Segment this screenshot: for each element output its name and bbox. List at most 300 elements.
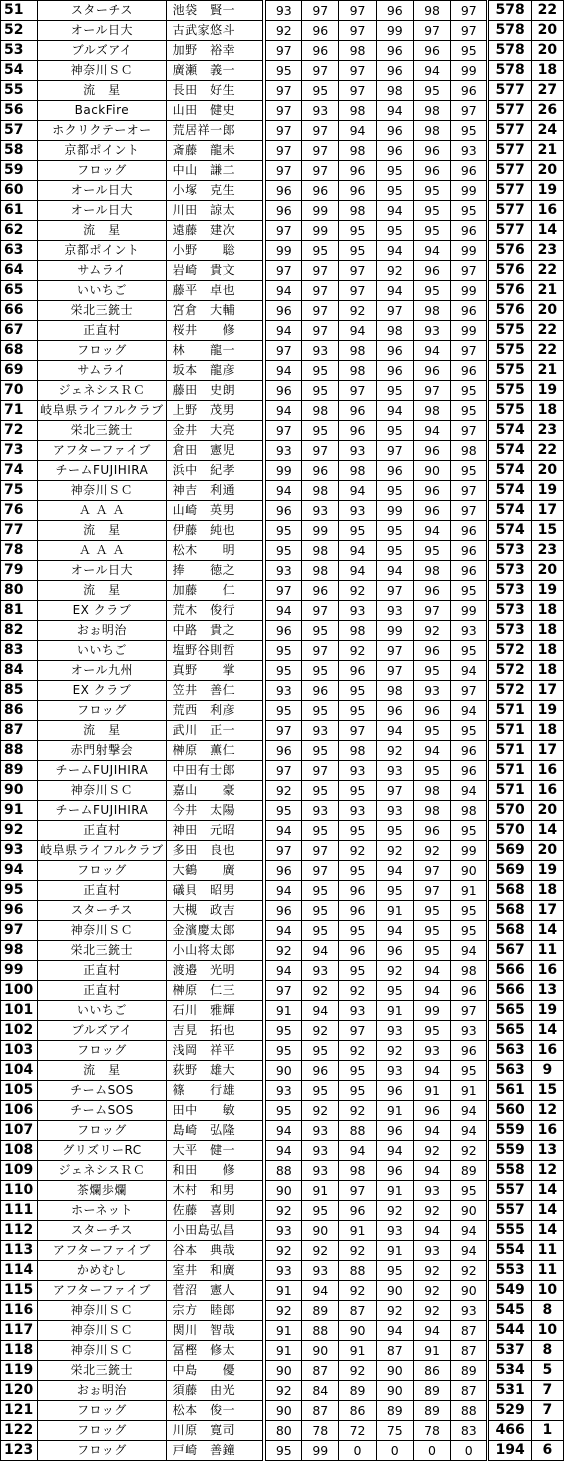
shooter-name-cell: 榊原 仁三 xyxy=(166,981,264,1001)
shooter-name-cell: 礒貝 昭男 xyxy=(166,881,264,901)
series-2-score: 95 xyxy=(302,421,339,441)
series-6-score: 95 xyxy=(451,921,488,941)
table-row xyxy=(1,1301,564,1321)
inner-ten-count: 15 xyxy=(531,1081,563,1101)
series-5-score: 96 xyxy=(413,501,450,521)
series-2-score: 97 xyxy=(302,761,339,781)
total-score: 571 xyxy=(488,721,531,741)
series-4-score: 95 xyxy=(376,481,413,501)
total-score: 574 xyxy=(488,461,531,481)
rank-cell: 117 xyxy=(1,1321,38,1341)
inner-ten-count: 27 xyxy=(531,81,563,101)
inner-ten-count: 17 xyxy=(531,901,563,921)
series-5-score: 92 xyxy=(413,1141,450,1161)
team-cell: EX クラブ xyxy=(38,681,166,701)
series-5-score: 94 xyxy=(413,1161,450,1181)
series-4-score: 92 xyxy=(376,1301,413,1321)
series-1-score: 97 xyxy=(264,101,301,121)
inner-ten-count: 20 xyxy=(531,301,563,321)
table-row xyxy=(1,581,564,601)
series-2-score: 78 xyxy=(302,1421,339,1441)
table-row xyxy=(1,241,564,261)
series-3-score: 94 xyxy=(339,1141,376,1161)
table-row xyxy=(1,1201,564,1221)
team-cell: 岐阜県ライフルクラブ xyxy=(38,841,166,861)
table-row xyxy=(1,701,564,721)
series-5-score: 95 xyxy=(413,941,450,961)
shooter-name-cell: 松木 明 xyxy=(166,541,264,561)
table-row xyxy=(1,1101,564,1121)
series-2-score: 97 xyxy=(302,441,339,461)
table-row xyxy=(1,401,564,421)
team-cell: 栄北三銃士 xyxy=(38,1361,166,1381)
series-1-score: 94 xyxy=(264,361,301,381)
series-3-score: 94 xyxy=(339,541,376,561)
series-2-score: 95 xyxy=(302,741,339,761)
series-6-score: 97 xyxy=(451,481,488,501)
rank-cell: 64 xyxy=(1,261,38,281)
table-row xyxy=(1,661,564,681)
total-score: 574 xyxy=(488,481,531,501)
series-2-score: 93 xyxy=(302,101,339,121)
shooter-name-cell: 関川 智哉 xyxy=(166,1321,264,1341)
inner-ten-count: 9 xyxy=(531,1061,563,1081)
rank-cell: 79 xyxy=(1,561,38,581)
inner-ten-count: 22 xyxy=(531,441,563,461)
series-3-score: 98 xyxy=(339,361,376,381)
shooter-name-cell: 川田 諒太 xyxy=(166,201,264,221)
shooter-name-cell: 佐藤 喜則 xyxy=(166,1201,264,1221)
inner-ten-count: 8 xyxy=(531,1301,563,1321)
series-4-score: 96 xyxy=(376,141,413,161)
series-5-score: 95 xyxy=(413,181,450,201)
rank-cell: 62 xyxy=(1,221,38,241)
total-score: 531 xyxy=(488,1381,531,1401)
series-5-score: 97 xyxy=(413,601,450,621)
series-4-score: 95 xyxy=(376,821,413,841)
series-5-score: 92 xyxy=(413,1261,450,1281)
table-row xyxy=(1,801,564,821)
series-1-score: 96 xyxy=(264,901,301,921)
inner-ten-count: 14 xyxy=(531,221,563,241)
total-score: 577 xyxy=(488,81,531,101)
team-cell: ブルズアイ xyxy=(38,1021,166,1041)
series-4-score: 95 xyxy=(376,381,413,401)
series-6-score: 91 xyxy=(451,1081,488,1101)
shooter-name-cell: 藤平 卓也 xyxy=(166,281,264,301)
team-cell: 流 星 xyxy=(38,581,166,601)
total-score: 566 xyxy=(488,961,531,981)
series-2-score: 99 xyxy=(302,1441,339,1461)
table-row xyxy=(1,641,564,661)
team-cell: フロッグ xyxy=(38,161,166,181)
total-score: 567 xyxy=(488,941,531,961)
series-4-score: 98 xyxy=(376,321,413,341)
inner-ten-count: 21 xyxy=(531,141,563,161)
table-row xyxy=(1,1181,564,1201)
rank-cell: 63 xyxy=(1,241,38,261)
total-score: 568 xyxy=(488,921,531,941)
series-1-score: 91 xyxy=(264,1001,301,1021)
total-score: 572 xyxy=(488,661,531,681)
shooter-name-cell: 藤田 史朗 xyxy=(166,381,264,401)
total-score: 565 xyxy=(488,1021,531,1041)
series-3-score: 93 xyxy=(339,501,376,521)
series-3-score: 96 xyxy=(339,941,376,961)
table-row xyxy=(1,501,564,521)
series-5-score: 92 xyxy=(413,1201,450,1221)
total-score: 572 xyxy=(488,641,531,661)
series-6-score: 95 xyxy=(451,641,488,661)
series-1-score: 92 xyxy=(264,781,301,801)
shooter-name-cell: 上野 茂男 xyxy=(166,401,264,421)
series-2-score: 97 xyxy=(302,61,339,81)
series-3-score: 98 xyxy=(339,341,376,361)
series-4-score: 92 xyxy=(376,741,413,761)
series-5-score: 92 xyxy=(413,1281,450,1301)
series-1-score: 90 xyxy=(264,1361,301,1381)
team-cell: いいちご xyxy=(38,1001,166,1021)
rank-cell: 72 xyxy=(1,421,38,441)
table-row xyxy=(1,1121,564,1141)
series-2-score: 95 xyxy=(302,821,339,841)
series-2-score: 95 xyxy=(302,241,339,261)
total-score: 575 xyxy=(488,401,531,421)
series-1-score: 96 xyxy=(264,621,301,641)
series-4-score: 96 xyxy=(376,121,413,141)
team-cell: アフターファイブ xyxy=(38,1281,166,1301)
rank-cell: 105 xyxy=(1,1081,38,1101)
series-4-score: 95 xyxy=(376,881,413,901)
series-4-score: 94 xyxy=(376,861,413,881)
series-3-score: 98 xyxy=(339,101,376,121)
series-1-score: 90 xyxy=(264,1061,301,1081)
rank-cell: 119 xyxy=(1,1361,38,1381)
shooter-name-cell: 中島 優 xyxy=(166,1361,264,1381)
series-3-score: 95 xyxy=(339,1061,376,1081)
series-4-score: 90 xyxy=(376,1361,413,1381)
series-4-score: 95 xyxy=(376,421,413,441)
series-5-score: 96 xyxy=(413,261,450,281)
series-5-score: 89 xyxy=(413,1401,450,1421)
inner-ten-count: 19 xyxy=(531,181,563,201)
rank-cell: 96 xyxy=(1,901,38,921)
series-6-score: 99 xyxy=(451,841,488,861)
inner-ten-count: 22 xyxy=(531,321,563,341)
inner-ten-count: 14 xyxy=(531,821,563,841)
rank-cell: 114 xyxy=(1,1261,38,1281)
total-score: 529 xyxy=(488,1401,531,1421)
shooter-name-cell: 須藤 由光 xyxy=(166,1381,264,1401)
inner-ten-count: 11 xyxy=(531,941,563,961)
team-cell: フロッグ xyxy=(38,1121,166,1141)
rank-cell: 121 xyxy=(1,1401,38,1421)
shooter-name-cell: 荒西 利彦 xyxy=(166,701,264,721)
series-6-score: 94 xyxy=(451,1101,488,1121)
total-score: 555 xyxy=(488,1221,531,1241)
team-cell: 茶爛歩爛 xyxy=(38,1181,166,1201)
total-score: 576 xyxy=(488,241,531,261)
total-score: 554 xyxy=(488,1241,531,1261)
shooter-name-cell: 今井 太陽 xyxy=(166,801,264,821)
rank-cell: 87 xyxy=(1,721,38,741)
total-score: 576 xyxy=(488,281,531,301)
team-cell: 正直村 xyxy=(38,981,166,1001)
series-5-score: 96 xyxy=(413,701,450,721)
series-3-score: 97 xyxy=(339,1181,376,1201)
team-cell: アフターファイブ xyxy=(38,441,166,461)
series-5-score: 95 xyxy=(413,281,450,301)
team-cell: ホクリクテーオー xyxy=(38,121,166,141)
total-score: 574 xyxy=(488,501,531,521)
series-6-score: 97 xyxy=(451,341,488,361)
shooter-name-cell: 荒木 俊行 xyxy=(166,601,264,621)
table-row xyxy=(1,1381,564,1401)
rank-cell: 73 xyxy=(1,441,38,461)
rank-cell: 80 xyxy=(1,581,38,601)
series-6-score: 98 xyxy=(451,961,488,981)
series-4-score: 92 xyxy=(376,1041,413,1061)
table-row xyxy=(1,1061,564,1081)
total-score: 578 xyxy=(488,61,531,81)
series-4-score: 75 xyxy=(376,1421,413,1441)
series-4-score: 97 xyxy=(376,781,413,801)
series-5-score: 92 xyxy=(413,1301,450,1321)
series-6-score: 90 xyxy=(451,1281,488,1301)
series-1-score: 92 xyxy=(264,1381,301,1401)
total-score: 577 xyxy=(488,201,531,221)
team-cell: 流 星 xyxy=(38,1061,166,1081)
table-row xyxy=(1,1441,564,1461)
series-6-score: 96 xyxy=(451,361,488,381)
series-5-score: 96 xyxy=(413,141,450,161)
table-row xyxy=(1,721,564,741)
shooter-name-cell: 浜中 紀孝 xyxy=(166,461,264,481)
series-5-score: 93 xyxy=(413,1181,450,1201)
table-row xyxy=(1,141,564,161)
series-4-score: 91 xyxy=(376,1001,413,1021)
series-4-score: 94 xyxy=(376,561,413,581)
series-6-score: 95 xyxy=(451,41,488,61)
series-5-score: 94 xyxy=(413,61,450,81)
series-6-score: 97 xyxy=(451,21,488,41)
inner-ten-count: 12 xyxy=(531,1161,563,1181)
inner-ten-count: 19 xyxy=(531,861,563,881)
rank-cell: 60 xyxy=(1,181,38,201)
shooter-name-cell: 真野 掌 xyxy=(166,661,264,681)
series-4-score: 93 xyxy=(376,1021,413,1041)
series-1-score: 95 xyxy=(264,541,301,561)
rank-cell: 112 xyxy=(1,1221,38,1241)
series-1-score: 97 xyxy=(264,141,301,161)
series-1-score: 96 xyxy=(264,741,301,761)
series-3-score: 98 xyxy=(339,141,376,161)
series-5-score: 95 xyxy=(413,541,450,561)
shooter-name-cell: 山田 健史 xyxy=(166,101,264,121)
series-2-score: 96 xyxy=(302,461,339,481)
inner-ten-count: 14 xyxy=(531,921,563,941)
series-4-score: 90 xyxy=(376,1281,413,1301)
total-score: 577 xyxy=(488,161,531,181)
series-6-score: 97 xyxy=(451,1001,488,1021)
total-score: 573 xyxy=(488,541,531,561)
rank-cell: 103 xyxy=(1,1041,38,1061)
shooter-name-cell: 山崎 英男 xyxy=(166,501,264,521)
rank-cell: 57 xyxy=(1,121,38,141)
shooter-name-cell: 笠井 善仁 xyxy=(166,681,264,701)
series-3-score: 92 xyxy=(339,581,376,601)
total-score: 563 xyxy=(488,1061,531,1081)
series-6-score: 94 xyxy=(451,1121,488,1141)
series-1-score: 94 xyxy=(264,401,301,421)
team-cell: スターチス xyxy=(38,1,166,21)
series-3-score: 95 xyxy=(339,961,376,981)
shooter-name-cell: 桜井 修 xyxy=(166,321,264,341)
series-2-score: 93 xyxy=(302,1161,339,1181)
series-3-score: 92 xyxy=(339,1101,376,1121)
series-2-score: 92 xyxy=(302,1021,339,1041)
series-1-score: 93 xyxy=(264,561,301,581)
series-5-score: 96 xyxy=(413,441,450,461)
series-4-score: 97 xyxy=(376,661,413,681)
total-score: 568 xyxy=(488,881,531,901)
series-6-score: 95 xyxy=(451,821,488,841)
series-1-score: 94 xyxy=(264,321,301,341)
series-6-score: 96 xyxy=(451,561,488,581)
series-1-score: 95 xyxy=(264,1021,301,1041)
series-4-score: 91 xyxy=(376,1181,413,1201)
team-cell: 正直村 xyxy=(38,881,166,901)
total-score: 563 xyxy=(488,1041,531,1061)
table-row xyxy=(1,941,564,961)
shooter-name-cell: 渡邉 光明 xyxy=(166,961,264,981)
shooter-name-cell: 榊原 薫仁 xyxy=(166,741,264,761)
series-1-score: 95 xyxy=(264,641,301,661)
series-2-score: 96 xyxy=(302,21,339,41)
shooter-name-cell: 島崎 弘隆 xyxy=(166,1121,264,1141)
inner-ten-count: 19 xyxy=(531,1001,563,1021)
series-1-score: 95 xyxy=(264,521,301,541)
series-6-score: 89 xyxy=(451,1161,488,1181)
series-6-score: 96 xyxy=(451,161,488,181)
series-4-score: 97 xyxy=(376,441,413,461)
series-1-score: 93 xyxy=(264,1261,301,1281)
inner-ten-count: 19 xyxy=(531,581,563,601)
inner-ten-count: 13 xyxy=(531,981,563,1001)
series-3-score: 96 xyxy=(339,881,376,901)
table-row xyxy=(1,201,564,221)
total-score: 573 xyxy=(488,581,531,601)
series-2-score: 92 xyxy=(302,1101,339,1121)
series-5-score: 98 xyxy=(413,801,450,821)
inner-ten-count: 14 xyxy=(531,1221,563,1241)
total-score: 194 xyxy=(488,1441,531,1461)
team-cell: いいちご xyxy=(38,641,166,661)
inner-ten-count: 12 xyxy=(531,1101,563,1121)
rank-cell: 83 xyxy=(1,641,38,661)
rank-cell: 90 xyxy=(1,781,38,801)
inner-ten-count: 18 xyxy=(531,881,563,901)
series-6-score: 94 xyxy=(451,701,488,721)
rank-cell: 55 xyxy=(1,81,38,101)
team-cell: 栄北三銃士 xyxy=(38,941,166,961)
series-6-score: 96 xyxy=(451,301,488,321)
series-1-score: 97 xyxy=(264,41,301,61)
rank-cell: 102 xyxy=(1,1021,38,1041)
series-5-score: 94 xyxy=(413,1121,450,1141)
series-5-score: 93 xyxy=(413,1241,450,1261)
total-score: 576 xyxy=(488,301,531,321)
series-5-score: 95 xyxy=(413,761,450,781)
series-1-score: 97 xyxy=(264,121,301,141)
series-3-score: 92 xyxy=(339,1241,376,1261)
rank-cell: 120 xyxy=(1,1381,38,1401)
team-cell: ジェネシスＲＣ xyxy=(38,381,166,401)
rank-cell: 53 xyxy=(1,41,38,61)
series-2-score: 84 xyxy=(302,1381,339,1401)
table-row xyxy=(1,1081,564,1101)
table-row xyxy=(1,41,564,61)
series-2-score: 89 xyxy=(302,1301,339,1321)
series-6-score: 94 xyxy=(451,1221,488,1241)
inner-ten-count: 20 xyxy=(531,161,563,181)
team-cell: 正直村 xyxy=(38,321,166,341)
series-2-score: 95 xyxy=(302,81,339,101)
inner-ten-count: 20 xyxy=(531,41,563,61)
inner-ten-count: 7 xyxy=(531,1381,563,1401)
series-3-score: 92 xyxy=(339,1361,376,1381)
series-1-score: 96 xyxy=(264,381,301,401)
rank-cell: 108 xyxy=(1,1141,38,1161)
series-3-score: 96 xyxy=(339,161,376,181)
series-2-score: 94 xyxy=(302,1281,339,1301)
inner-ten-count: 18 xyxy=(531,61,563,81)
shooter-name-cell: 大平 健一 xyxy=(166,1141,264,1161)
series-5-score: 95 xyxy=(413,901,450,921)
series-5-score: 95 xyxy=(413,721,450,741)
table-row xyxy=(1,541,564,561)
series-6-score: 98 xyxy=(451,441,488,461)
total-score: 534 xyxy=(488,1361,531,1381)
series-5-score: 0 xyxy=(413,1441,450,1461)
series-4-score: 92 xyxy=(376,841,413,861)
series-2-score: 97 xyxy=(302,301,339,321)
team-cell: ホーネット xyxy=(38,1201,166,1221)
total-score: 537 xyxy=(488,1341,531,1361)
series-6-score: 91 xyxy=(451,881,488,901)
series-4-score: 92 xyxy=(376,1201,413,1221)
team-cell: おぉ明治 xyxy=(38,1381,166,1401)
team-cell: 京都ポイント xyxy=(38,141,166,161)
total-score: 575 xyxy=(488,361,531,381)
total-score: 570 xyxy=(488,801,531,821)
inner-ten-count: 14 xyxy=(531,1181,563,1201)
team-cell: フロッグ xyxy=(38,1441,166,1461)
series-6-score: 90 xyxy=(451,1201,488,1221)
rank-cell: 118 xyxy=(1,1341,38,1361)
series-6-score: 93 xyxy=(451,621,488,641)
series-1-score: 91 xyxy=(264,1321,301,1341)
team-cell: 神奈川ＳＣ xyxy=(38,481,166,501)
series-6-score: 94 xyxy=(451,661,488,681)
series-5-score: 96 xyxy=(413,581,450,601)
shooter-name-cell: 金井 大亮 xyxy=(166,421,264,441)
series-3-score: 98 xyxy=(339,621,376,641)
total-score: 573 xyxy=(488,621,531,641)
series-5-score: 98 xyxy=(413,1,450,21)
series-5-score: 98 xyxy=(413,401,450,421)
inner-ten-count: 22 xyxy=(531,1,563,21)
